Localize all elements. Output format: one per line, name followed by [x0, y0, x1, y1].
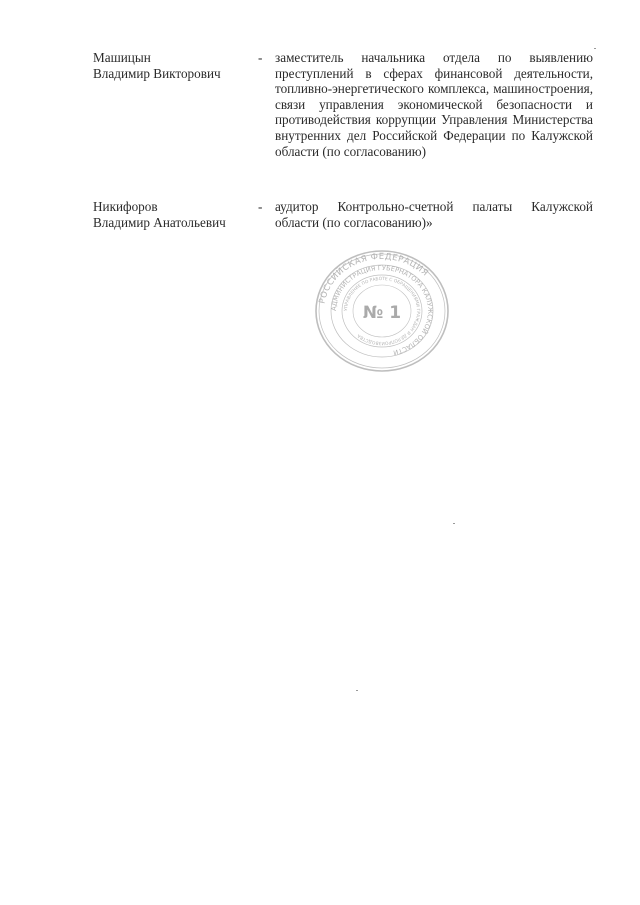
member-given-names: Владимир Викторович: [93, 65, 221, 81]
scan-speck: [356, 690, 358, 691]
scan-speck: [453, 523, 455, 524]
official-seal-stamp: [312, 246, 452, 376]
member-position: аудитор Контрольно-счетной палаты Калужской области (по согласованию)»: [275, 199, 593, 230]
separator-dash: -: [258, 199, 263, 214]
seal-number: № 1: [362, 303, 402, 323]
member-name: [93, 199, 253, 230]
seal-ring-text: АДМИНИСТРАЦИЯ ГУБЕРНАТОРА КАЛУЖСКОЙ ОБЛАСТИ: [329, 263, 435, 357]
member-position: заместитель начальника отдела по выявлению преступлений в сферах финансовой деятельности, топливно-энергетического комплекса, машиностроения, связи управления экономической безопасности и противодействия коррупции Управления Министерства внутренних дел Российской Федерации по Калужской области (по согласованию): [275, 50, 593, 159]
member-surname: Машицын: [93, 50, 151, 65]
seal-inner-text: УПРАВЛЕНИЕ ПО РАБОТЕ С ОБРАЩЕНИЯМИ ГРАЖДАН И ДЕЛОПРОИЗВОДСТВА: [343, 276, 421, 346]
member-name: [93, 50, 253, 81]
seal-icon: [312, 246, 452, 376]
member-surname: Никифоров: [93, 199, 158, 214]
seal-outer-text: РОССИЙСКАЯ ФЕДЕРАЦИЯ: [317, 251, 431, 305]
separator-dash: -: [258, 50, 263, 65]
member-given-names: Владимир Анатольевич: [93, 214, 226, 230]
scan-speck: [594, 48, 596, 49]
